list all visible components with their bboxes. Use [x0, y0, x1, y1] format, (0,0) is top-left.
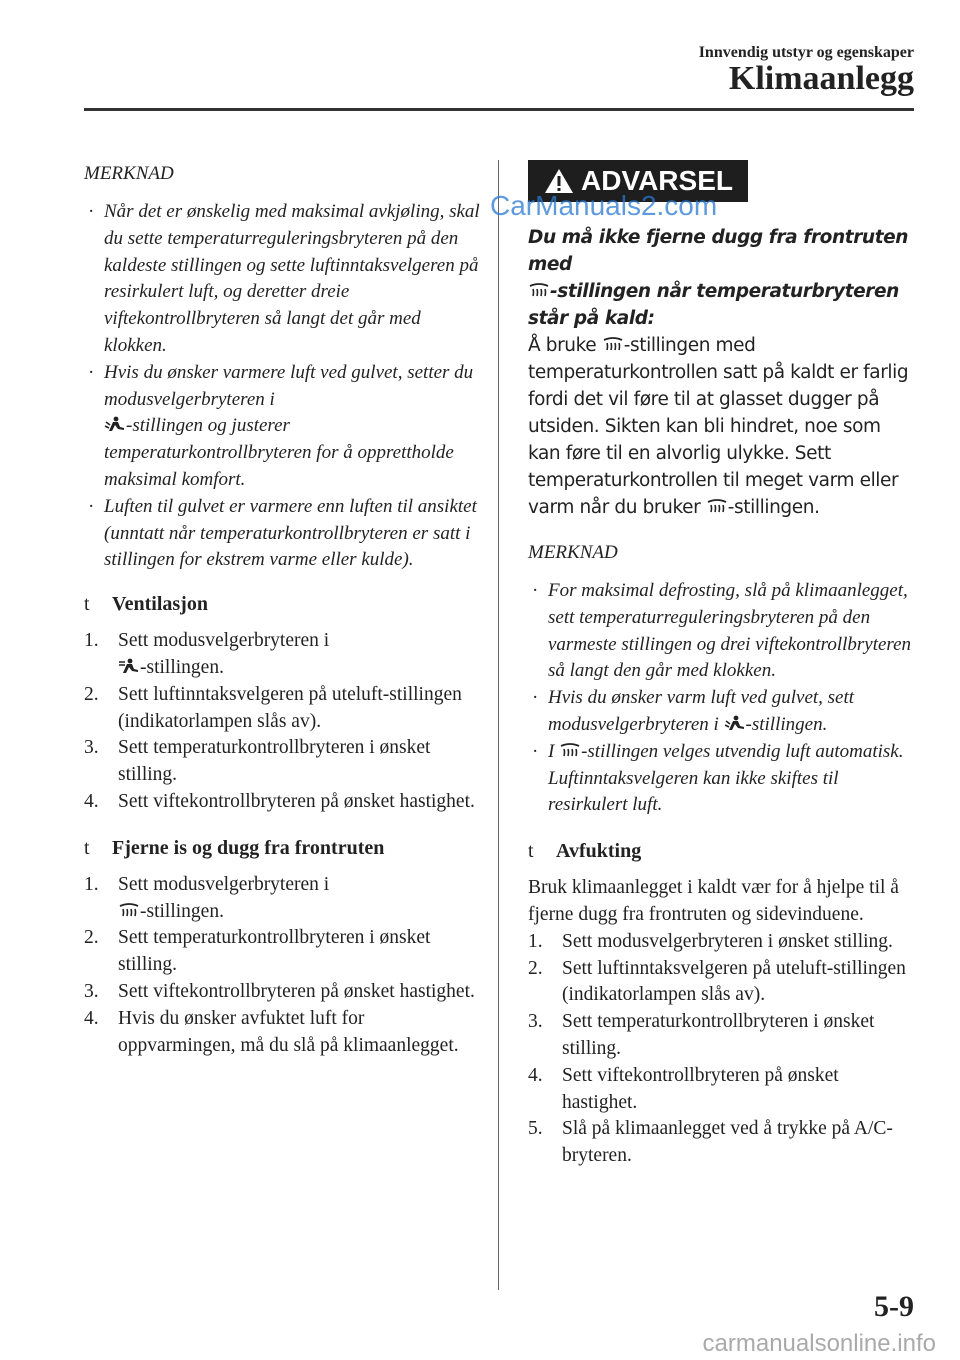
step-text: Sett viftekontrollbryteren på ønsket hastighet. [118, 980, 475, 1002]
defrost-icon [602, 336, 624, 353]
step-text: Sett viftekontrollbryteren på ønsket hastighet. [562, 1064, 839, 1113]
warning-bold-1: Du må ikke fjerne dugg fra frontruten med [528, 227, 909, 275]
step-number: 3. [528, 1011, 543, 1033]
floor-mode-icon [104, 416, 126, 433]
note-item [528, 685, 918, 739]
step-text: Sett temperaturkontrollbryteren i ønsket stilling. [118, 927, 431, 976]
section-marker: t [84, 836, 90, 859]
note-text: Hvis du ønsker varm luft ved gulvet, sett modusvelgerbryteren i [548, 687, 855, 735]
warning-body [528, 332, 918, 521]
step-number: 1. [84, 873, 99, 895]
footer-site: carmanualsonline.info [702, 1330, 936, 1357]
step-number: 5. [528, 1118, 543, 1140]
step-item [84, 1006, 484, 1060]
section-title: Ventilasjon [112, 593, 208, 616]
step-text: Sett luftinntaksvelgeren på uteluft-stillingen (indikatorlampen slås av). [118, 683, 462, 732]
face-mode-icon [118, 658, 140, 675]
step-text: Slå på klimaanlegget ved å trykke på A/C-bryteren. [562, 1118, 893, 1167]
section-heading-dehumidify [528, 837, 918, 865]
warning-bold-2: -stillingen når temperaturbryteren står på kald: [528, 281, 899, 329]
section-title: Fjerne is og dugg fra frontruten [112, 836, 385, 859]
section-heading-defrost [84, 834, 484, 862]
step-item [528, 1009, 918, 1063]
step-number: 2. [528, 957, 543, 979]
header-title: Klimaanlegg [728, 60, 914, 97]
right-column [528, 160, 918, 1170]
step-text: -stillingen. [140, 900, 224, 922]
step-number: 3. [84, 980, 99, 1002]
note-item [84, 199, 484, 360]
bullet: · [88, 361, 95, 383]
step-item [528, 956, 918, 1010]
step-text: Sett modusvelgerbryteren i [118, 630, 330, 652]
note-text: -stillingen og justerer temperaturkontrollbryteren for å opprettholde maksimal komfort. [104, 415, 454, 490]
section-marker: t [528, 840, 534, 863]
watermark: CarManuals2.com [490, 190, 718, 221]
dehumidify-steps [528, 929, 918, 1170]
step-text: Hvis du ønsker avfuktet luft for oppvarmingen, må du slå på klimaanlegget. [118, 1007, 459, 1056]
step-number: 1. [528, 930, 543, 952]
step-text: Sett temperaturkontrollbryteren i ønsket stilling. [562, 1011, 875, 1059]
step-text: Sett viftekontrollbryteren på ønsket hastighet. [118, 790, 475, 812]
step-item [528, 1063, 918, 1117]
note-text: Luften til gulvet er varmere enn luften til ansiktet (unntatt når temperaturkontrollbryteren er satt i stillingen for ekstrem varme eller kulde). [104, 495, 477, 571]
step-number: 1. [84, 630, 99, 652]
step-item [528, 929, 918, 956]
step-item [84, 682, 484, 736]
step-number: 2. [84, 927, 99, 949]
warning-text [528, 224, 918, 521]
step-text: -stillingen. [140, 656, 224, 678]
step-item [84, 979, 484, 1006]
note-text: Hvis du ønsker varmere luft ved gulvet, setter du modusvelgerbryteren i [104, 361, 474, 410]
step-number: 4. [84, 1007, 99, 1029]
note-heading: MERKNAD [84, 163, 174, 184]
step-text: Sett modusvelgerbryteren i [118, 873, 330, 895]
step-item [84, 628, 484, 682]
warning-body-2: -stillingen med temperaturkontrollen satt på kaldt er farlig fordi det vil føre til at glasset dugger på utsiden. Sikten kan bli hindret, noe som kan føre til en alvorlig ulykke. Sett temperaturkontrollen til meget varm eller varm når du bruker [528, 335, 909, 518]
note-text: For maksimal defrosting, slå på klimaanlegget, sett temperaturreguleringsbryteren på den varmeste stillingen og drei viftekontrollbryteren så langt den går med klokken. [548, 580, 912, 682]
note-item [528, 739, 918, 819]
ventilation-steps [84, 628, 484, 816]
warning-bold-text [528, 224, 918, 332]
header-rule [84, 108, 914, 111]
note-text: I [548, 740, 555, 762]
note-list [84, 199, 484, 574]
section-heading-ventilation [84, 590, 484, 618]
warning-body-3: -stillingen. [727, 497, 820, 518]
dehumidify-intro: Bruk klimaanlegget i kaldt vær for å hjelpe til å fjerne dugg fra frontruten og sidevinduene. [528, 877, 899, 925]
step-item [84, 735, 484, 789]
step-item [84, 925, 484, 979]
step-item [528, 1116, 918, 1170]
note-text: Når det er ønskelig med maksimal avkjøling, skal du sette temperaturreguleringsbryteren på den kaldeste stillingen og sette luftinntaksvelgeren på resirkulert luft, og deretter dreie viftekontrollbryteren så langt det går med klokken. [104, 201, 480, 356]
note-text: -stillingen. [745, 713, 828, 735]
defrost-icon [559, 742, 581, 759]
note-list [528, 578, 918, 819]
page-number: 5-9 [874, 1290, 914, 1323]
note-heading: MERKNAD [528, 542, 618, 563]
defrost-icon [706, 498, 728, 515]
bullet: · [532, 740, 539, 762]
step-number: 4. [84, 790, 99, 812]
warning-label: ADVARSEL [581, 165, 733, 196]
note-item [528, 578, 918, 685]
step-item [84, 872, 484, 926]
step-text: Sett luftinntaksvelgeren på uteluft-stillingen (indikatorlampen slås av). [562, 957, 906, 1006]
step-text: Sett modusvelgerbryteren i ønsket stilling. [562, 930, 893, 952]
step-item [84, 789, 484, 816]
defrost-icon [118, 902, 140, 919]
step-number: 2. [84, 683, 99, 705]
column-divider [498, 160, 499, 1290]
section-title: Avfukting [556, 840, 642, 863]
defrost-steps [84, 872, 484, 1060]
step-number: 4. [528, 1064, 543, 1086]
floor-mode-icon [724, 715, 746, 732]
warning-body-1: Å bruke [528, 335, 597, 356]
header-subtitle: Innvendig utstyr og egenskaper [698, 44, 914, 61]
step-text: Sett temperaturkontrollbryteren i ønsket stilling. [118, 737, 431, 786]
left-column [84, 160, 484, 1059]
note-text: -stillingen velges utvendig luft automatisk. Luftinntaksvelgeren kan ikke skiftes til resirkulert luft. [548, 740, 904, 816]
bullet: · [532, 580, 539, 601]
bullet: · [532, 687, 539, 709]
step-number: 3. [84, 737, 99, 759]
bullet: · [88, 495, 95, 517]
note-item [84, 360, 484, 494]
bullet: · [88, 201, 95, 222]
section-marker: t [84, 593, 90, 616]
note-item [84, 494, 484, 574]
defrost-icon [528, 282, 550, 299]
